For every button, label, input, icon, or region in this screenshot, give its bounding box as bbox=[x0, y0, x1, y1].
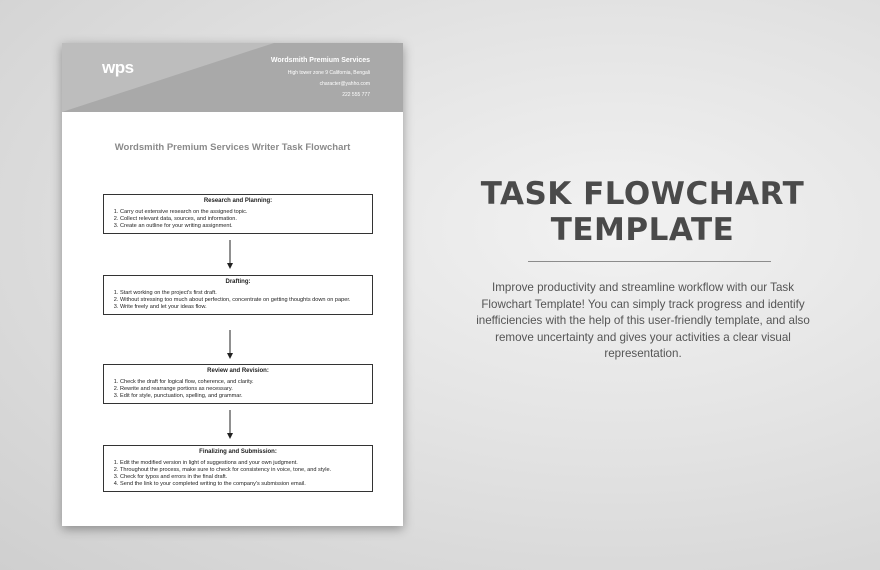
step-list bbox=[110, 379, 366, 400]
list-item: 2. Collect relevant data, sources, and information. bbox=[120, 216, 366, 223]
list-item: 1. Check the draft for logical flow, coherence, and clarity. bbox=[120, 379, 366, 386]
down-arrow-icon bbox=[226, 240, 234, 270]
header-banner bbox=[62, 43, 403, 112]
list-item: 3. Check for typos and errors in the final draft. bbox=[120, 474, 366, 481]
promo-title-line2: TEMPLATE bbox=[550, 212, 735, 248]
template-page bbox=[62, 43, 403, 526]
list-item: 3. Write freely and let your ideas flow. bbox=[120, 304, 366, 311]
wps-logo: wps bbox=[102, 58, 134, 77]
list-item: 1. Edit the modified version in light of suggestions and your own judgment. bbox=[120, 460, 366, 467]
step-list bbox=[110, 460, 366, 488]
down-arrow-icon bbox=[226, 330, 234, 360]
step-box-research bbox=[103, 194, 373, 234]
step-title: Research and Planning: bbox=[203, 198, 273, 204]
step-title: Drafting: bbox=[225, 279, 251, 285]
company-phone: 222 555 777 bbox=[342, 92, 370, 98]
company-info bbox=[271, 57, 370, 101]
step-box-finalizing bbox=[103, 445, 373, 492]
company-name: Wordsmith Premium Services bbox=[270, 57, 370, 64]
list-item: 2. Rewrite and rearrange portions as necessary. bbox=[120, 386, 366, 393]
list-item: 1. Start working on the project's first draft. bbox=[120, 290, 366, 297]
promo-description: Improve productivity and streamline workflow with our Task Flowchart Template! You can simply track progress and identify inefficiencies with the help of this user-friendly template, and also remove uncertainty and gives your activities a clear visual representation. bbox=[476, 281, 810, 360]
document-title: Wordsmith Premium Services Writer Task Flowchart bbox=[114, 142, 351, 153]
company-email: character@yahho.com bbox=[319, 81, 370, 87]
step-title: Review and Revision: bbox=[207, 368, 269, 374]
promo-title-line1: TASK FLOWCHART bbox=[480, 176, 805, 212]
list-item: 4. Send the link to your completed writing to the company's submission email. bbox=[120, 481, 366, 488]
company-address: High tower zone 9 California, Bengali bbox=[287, 70, 370, 76]
list-item: 1. Carry out extensive research on the assigned topic. bbox=[120, 209, 366, 216]
step-box-drafting bbox=[103, 275, 373, 315]
step-box-review bbox=[103, 364, 373, 404]
list-item: 2. Throughout the process, make sure to check for consistency in voice, tone, and style. bbox=[120, 467, 366, 474]
list-item: 2. Without stressing too much about perfection, concentrate on getting thoughts down on paper. bbox=[120, 297, 366, 304]
promo-title bbox=[470, 176, 815, 248]
list-item: 3. Create an outline for your writing assignment. bbox=[120, 223, 366, 230]
down-arrow-icon bbox=[226, 410, 234, 440]
step-list bbox=[110, 209, 366, 230]
step-list bbox=[110, 290, 366, 311]
step-title: Finalizing and Submission: bbox=[199, 449, 277, 455]
list-item: 3. Edit for style, punctuation, spelling, and grammar. bbox=[120, 393, 366, 400]
divider bbox=[528, 261, 771, 262]
